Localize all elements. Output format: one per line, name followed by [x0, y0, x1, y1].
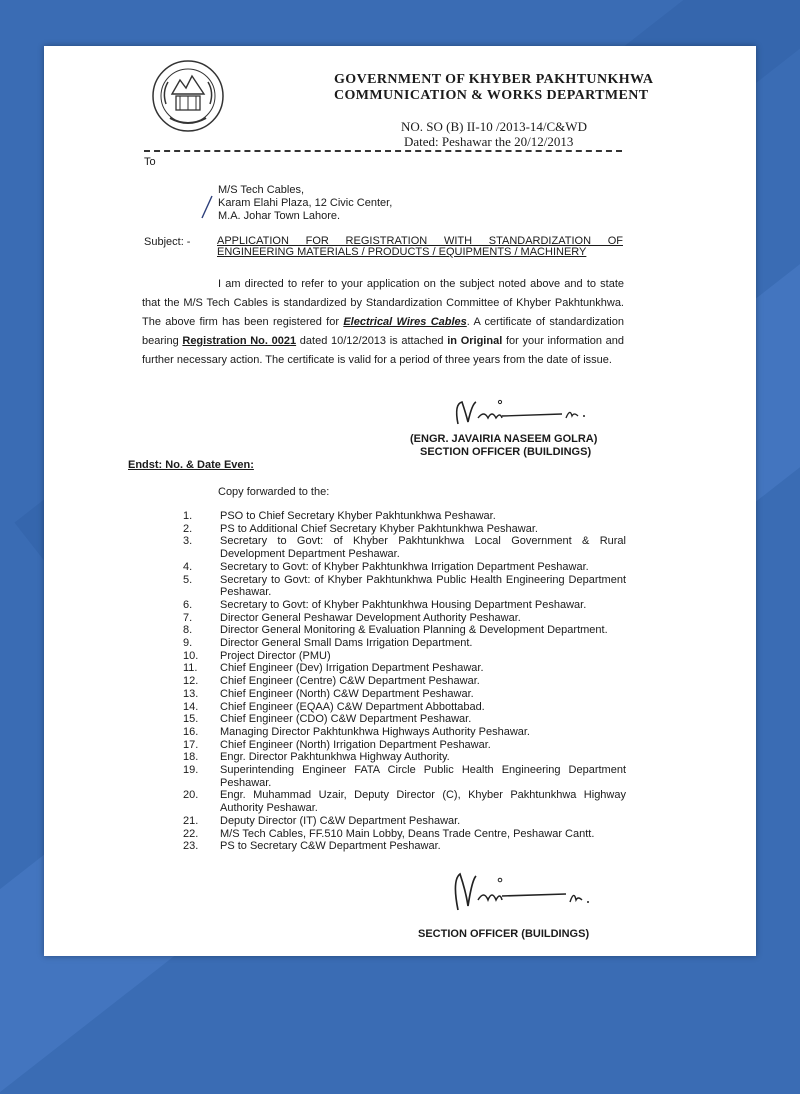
copy-list-text: M/S Tech Cables, FF.510 Main Lobby, Deans Trade Centre, Peshawar Cantt.	[220, 827, 595, 840]
handwritten-signature	[438, 866, 598, 914]
copy-list-number: 1.	[183, 510, 193, 522]
copy-list-text: Chief Engineer (Dev) Irrigation Department Peshawar.	[220, 662, 484, 675]
copy-list-item	[142, 510, 626, 523]
copy-list-number: 2.	[183, 522, 193, 535]
subject-line-1: APPLICATION FOR REGISTRATION WITH STANDARDIZATION OF	[217, 235, 623, 247]
copy-list-number: 8.	[183, 624, 193, 637]
copy-list-text: Director General Peshawar Development Authority Peshawar.	[220, 611, 521, 624]
copy-list-number: 23.	[183, 840, 199, 853]
copy-list-number: 3.	[183, 535, 193, 548]
address-line: Karam Elahi Plaza, 12 Civic Center,	[218, 197, 393, 209]
copy-list-number: 10.	[183, 649, 199, 662]
copy-list-number: 5.	[183, 573, 193, 586]
document-page	[44, 46, 756, 956]
copy-list-text: Deputy Director (IT) C&W Department Peshawar.	[220, 814, 461, 827]
body-text: . A certificate of standardization bearing	[142, 316, 624, 347]
signatory-name: (ENGR. JAVAIRIA NASEEM GOLRA)	[410, 433, 598, 445]
copy-list-number: 21.	[183, 814, 199, 827]
copy-list-item	[142, 637, 626, 650]
copy-list-number: 12.	[183, 675, 199, 688]
copy-list-text: Secretary to Govt: of Khyber Pakhtunkhwa Housing Department Peshawar.	[220, 598, 587, 611]
in-original: in Original	[447, 335, 503, 347]
firm-category: Electrical Wires Cables	[343, 316, 467, 328]
copy-list-item	[142, 840, 626, 853]
copy-list-item	[142, 815, 626, 828]
address-line: M.A. Johar Town Lahore.	[218, 210, 341, 222]
copy-list-number: 7.	[183, 611, 193, 624]
copy-list-text: Engr. Director Pakhtunkhwa Highway Authority.	[220, 751, 450, 764]
copy-list-text: Engr. Muhammad Uzair, Deputy Director (C), Khyber Pakhtunkhwa Highway Authority Peshawar.	[220, 789, 626, 815]
copy-list-number: 4.	[183, 560, 193, 573]
copy-list-number: 9.	[183, 637, 193, 650]
copy-forwarded-label: Copy forwarded to the:	[218, 486, 330, 498]
copy-list-item	[142, 688, 626, 701]
address-line: M/S Tech Cables,	[218, 184, 305, 196]
subject-line-2: ENGINEERING MATERIALS / PRODUCTS / EQUIPMENTS / MACHINERY	[217, 246, 587, 258]
copy-list-item	[142, 675, 626, 688]
registration-number: Registration No. 0021	[182, 335, 297, 347]
subject-label: Subject: -	[144, 236, 191, 248]
copy-list-item	[142, 624, 626, 637]
copy-list-number: 13.	[183, 687, 199, 700]
copy-list	[142, 510, 626, 853]
copy-list-number: 11.	[183, 662, 198, 675]
copy-list-text: Project Director (PMU)	[220, 649, 331, 662]
copy-list-text: Chief Engineer (EQAA) C&W Department Abbottabad.	[220, 700, 485, 713]
endorsement-label: Endst: No. & Date Even:	[128, 459, 254, 471]
copy-list-number: 6.	[183, 598, 193, 611]
copy-list-text: Director General Small Dams Irrigation Department.	[220, 637, 473, 650]
government-seal-icon	[150, 58, 226, 134]
copy-list-item	[142, 789, 626, 814]
copy-list-item	[142, 523, 626, 536]
copy-list-item	[142, 739, 626, 752]
copy-list-item	[142, 561, 626, 574]
copy-list-number: 22.	[183, 827, 199, 840]
header-divider	[144, 150, 622, 152]
copy-list-item	[142, 713, 626, 726]
body-text: dated 10/12/2013 is attached	[296, 335, 448, 347]
copy-list-text: Director General Monitoring & Evaluation Planning & Development Department.	[220, 624, 608, 637]
copy-list-number: 18.	[183, 751, 199, 764]
reference-number: NO. SO (B) II-10 /2013-14/C&WD	[401, 119, 587, 134]
copy-list-number: 20.	[183, 789, 199, 802]
reference-date: Dated: Peshawar the 20/12/2013	[404, 134, 574, 149]
copy-list-number: 16.	[183, 725, 199, 738]
copy-list-number: 15.	[183, 713, 199, 726]
copy-list-text: PS to Additional Chief Secretary Khyber Pakhtunkhwa Peshawar.	[220, 522, 538, 535]
copy-list-item	[142, 612, 626, 625]
signatory-title: SECTION OFFICER (BUILDINGS)	[420, 446, 592, 458]
copy-list-item	[142, 662, 626, 675]
copy-list-text: Chief Engineer (North) Irrigation Department Peshawar.	[220, 738, 491, 751]
copy-list-item	[142, 599, 626, 612]
copy-list-number: 17.	[183, 738, 199, 751]
header-department: COMMUNICATION & WORKS DEPARTMENT	[334, 88, 649, 103]
copy-list-text: PSO to Chief Secretary Khyber Pakhtunkhwa Peshawar.	[220, 510, 496, 522]
handwritten-tick-mark	[199, 194, 215, 220]
header-government: GOVERNMENT OF KHYBER PAKHTUNKHWA	[334, 72, 654, 87]
copy-list-text: Secretary to Govt: of Khyber Pakhtunkhwa Public Health Engineering Department Peshawar.	[220, 573, 626, 599]
copy-list-text: Secretary to Govt: of Khyber Pakhtunkhwa Local Government & Rural Development Department Peshawar.	[220, 535, 626, 561]
body-text: I am directed to refer to your application on the subject noted above and to state that the M/S Tech Cables is standardized by Standardization Committee of Khyber Pakhtunkhwa. The above firm has been registered for	[142, 278, 624, 328]
letter	[44, 46, 756, 956]
copy-list-text: Managing Director Pakhtunkhwa Highways Authority Peshawar.	[220, 725, 530, 738]
copy-list-item	[142, 828, 626, 841]
copy-list-text: Chief Engineer (Centre) C&W Department Peshawar.	[220, 675, 480, 688]
copy-list-item	[142, 726, 626, 739]
copy-list-text: Secretary to Govt: of Khyber Pakhtunkhwa Irrigation Department Peshawar.	[220, 560, 589, 573]
body-paragraph	[142, 275, 624, 370]
copy-list-item	[142, 751, 626, 764]
footer-signatory-title: SECTION OFFICER (BUILDINGS)	[418, 928, 590, 940]
copy-list-text: Superintending Engineer FATA Circle Public Health Engineering Department Peshawar.	[220, 764, 626, 789]
copy-list-item	[142, 764, 626, 789]
copy-list-item	[142, 650, 626, 663]
copy-list-item	[142, 701, 626, 714]
body-text: for your information and further necessary action. The certificate is valid for a period of three years from the date of issue.	[142, 335, 624, 366]
copy-list-item	[142, 574, 626, 599]
copy-list-number: 14.	[183, 700, 199, 713]
copy-list-text: PS to Secretary C&W Department Peshawar.	[220, 840, 441, 853]
handwritten-signature	[444, 396, 594, 428]
copy-list-text: Chief Engineer (North) C&W Department Peshawar.	[220, 687, 474, 700]
copy-list-number: 19.	[183, 764, 199, 777]
to-label: To	[144, 156, 156, 168]
copy-list-item	[142, 535, 626, 560]
recipient-address	[218, 184, 392, 223]
copy-list-text: Chief Engineer (CDO) C&W Department Peshawar.	[220, 713, 472, 726]
